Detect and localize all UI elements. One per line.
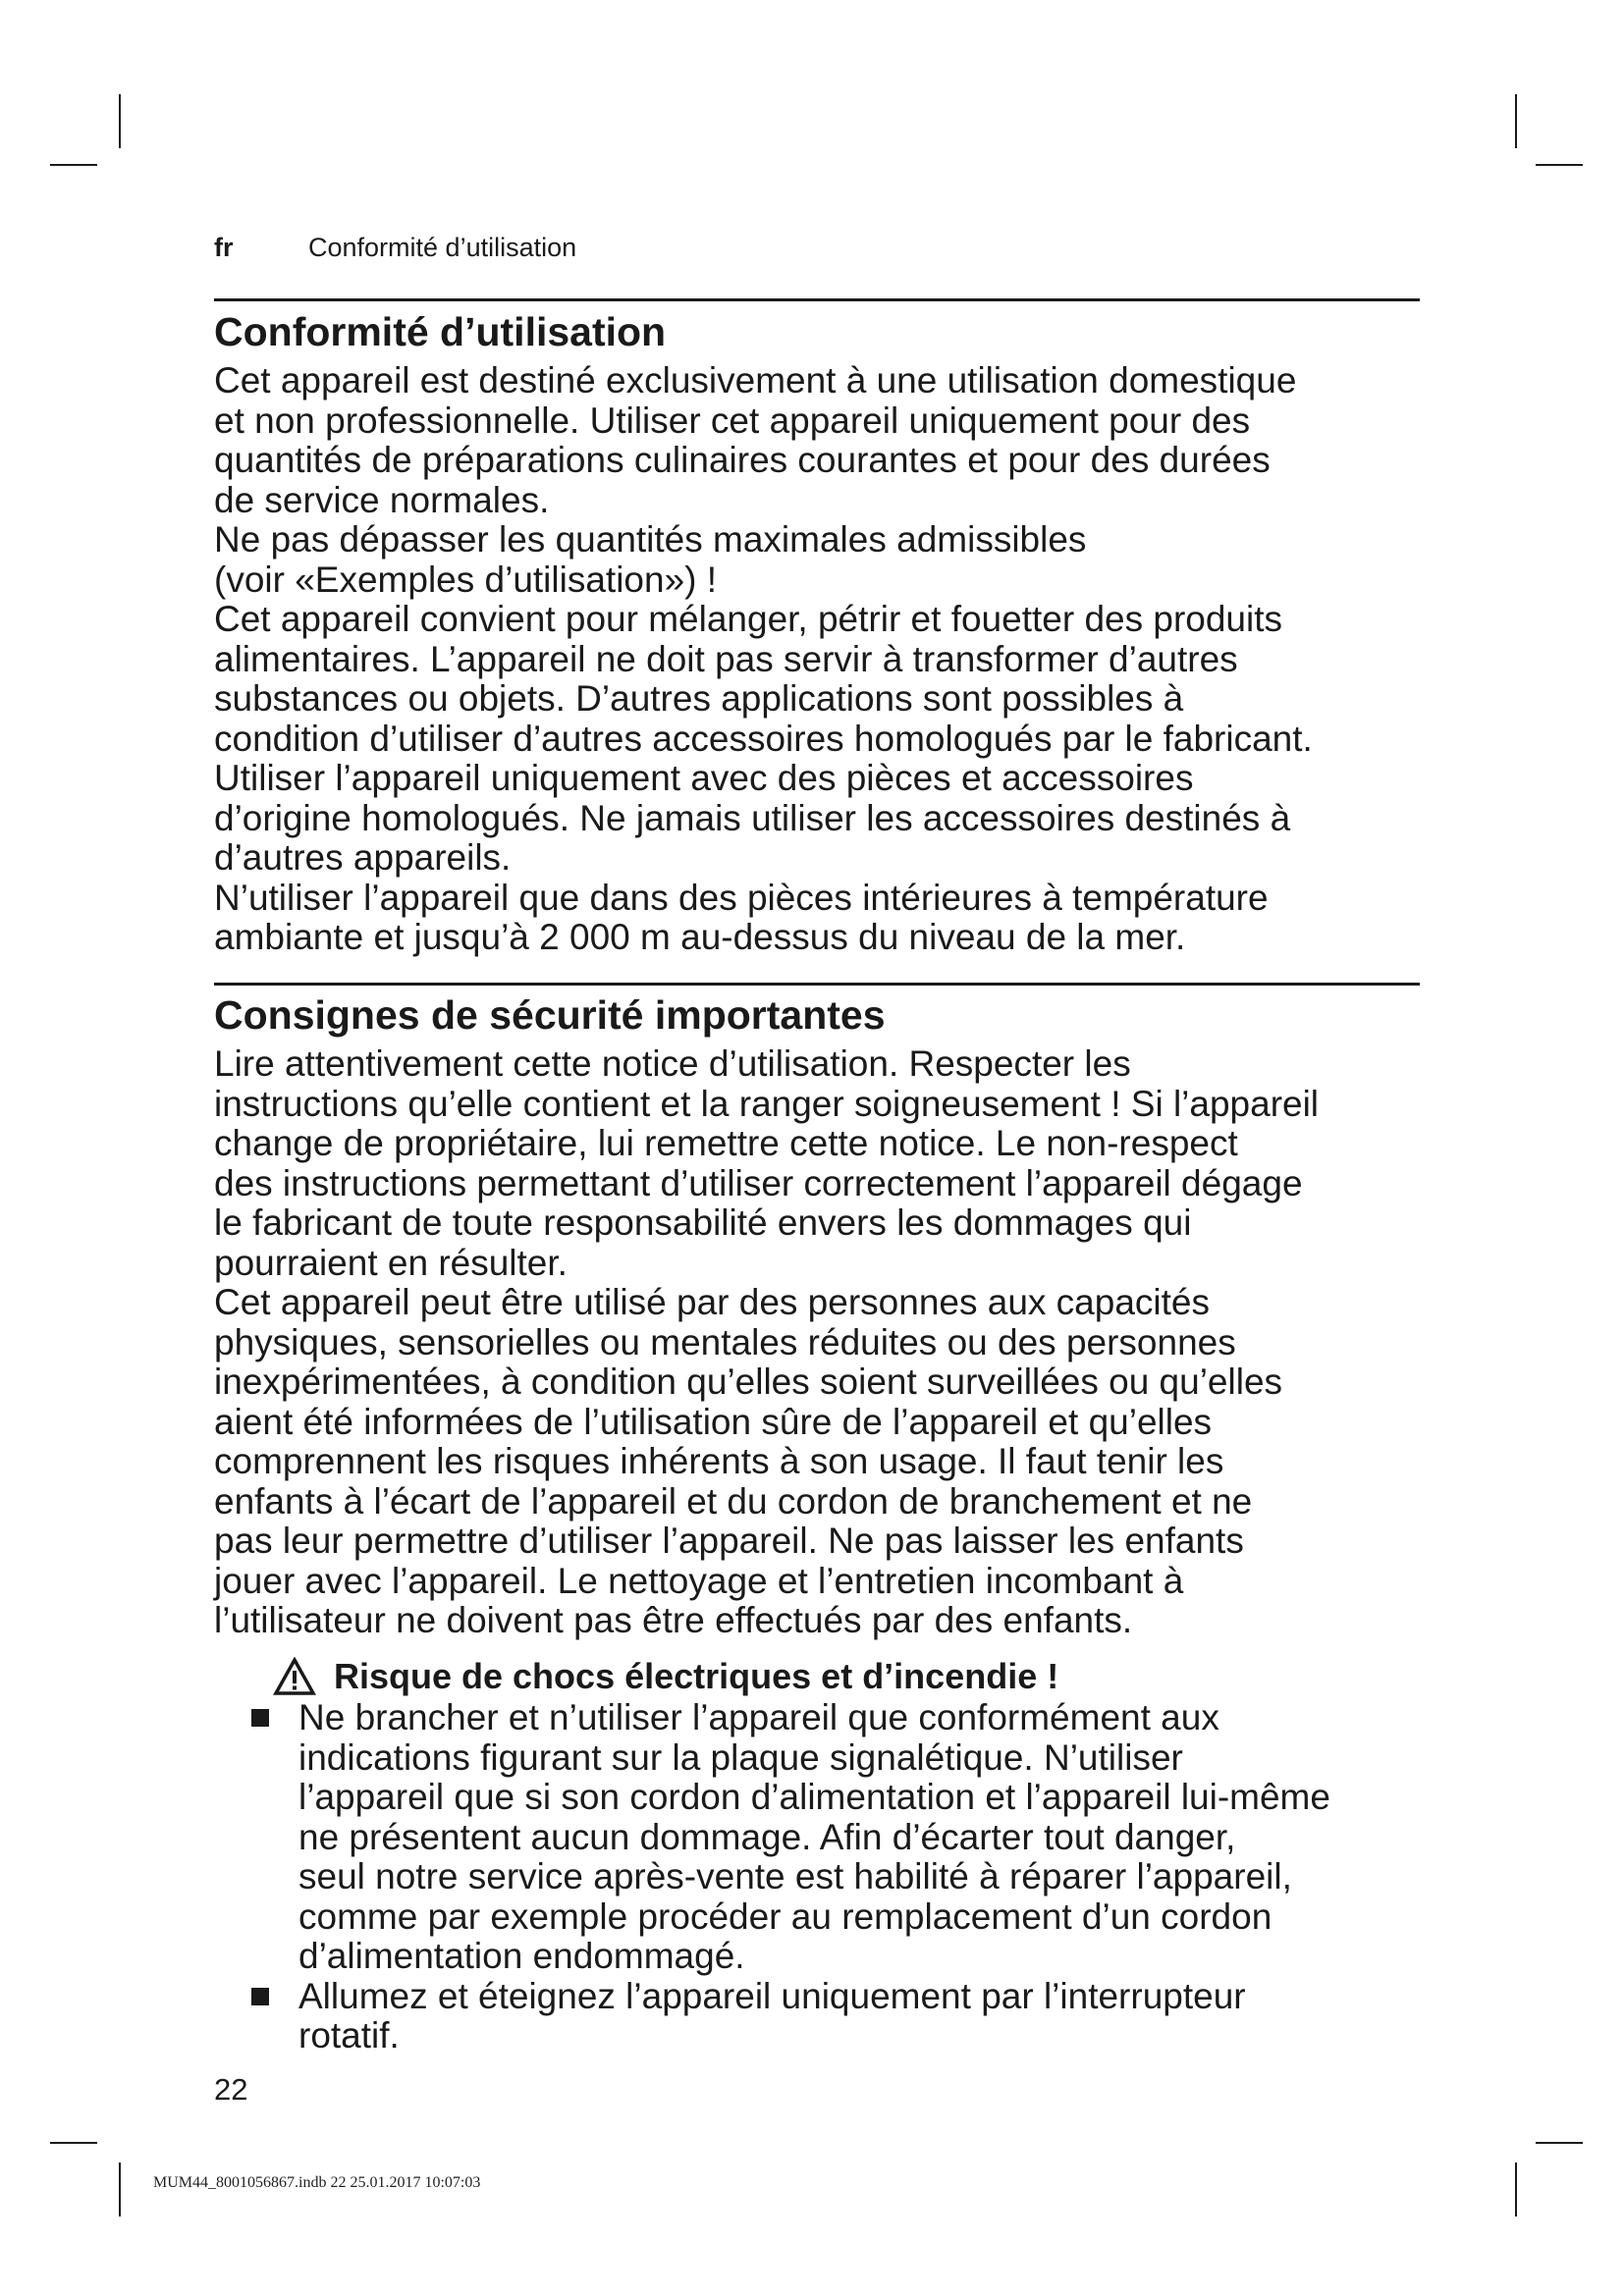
crop-mark: [1515, 2163, 1517, 2216]
section-rule: [214, 983, 1420, 986]
bullet-square-icon: [251, 1977, 298, 2056]
paragraph: Utiliser l’appareil uniquement avec des pièces et accessoires d’origine homologués. Ne jamais utiliser les accessoires destinés à d’autres appareils.: [214, 758, 1291, 878]
list-item-text: Ne brancher et n’utiliser l’appareil que conformément aux indications figurant sur la plaque signalétique. N’utiliser l’appareil que si son cordon d’alimentation et l’appareil lui-même ne présentent aucun dommage. Afin d’écarter tout danger, seul notre service après-vente est habilité à réparer l’appareil, comme par exemple procéder au remplacement d’un cordon d’alimentation endommagé.: [298, 1697, 1330, 1976]
paragraph: Ne pas dépasser les quantités maximales admissibles (voir «Exemples d’utilisation») !: [214, 519, 1087, 600]
page-number: 22: [214, 2072, 248, 2107]
paragraph: Cet appareil convient pour mélanger, pétrir et fouetter des produits alimentaires. L’appareil ne doit pas servir à transformer d’autres substances ou objets. D’autres applications sont possibles à condition d’utiliser d’autres accessoires homologués par le fabricant.: [214, 599, 1313, 759]
language-code: fr: [214, 233, 234, 262]
crop-mark: [1515, 94, 1517, 148]
crop-mark: [1536, 2142, 1583, 2144]
warning-title: [273, 1655, 1432, 1698]
warning-title-text: Risque de chocs électriques et d’incendie !: [334, 1656, 1059, 1696]
section-heading: Consignes de sécurité importantes: [214, 992, 886, 1038]
warning-block: [214, 1655, 1432, 2056]
list-item: [214, 1977, 1432, 2056]
paragraph: Cet appareil est destiné exclusivement à une utilisation domestique et non professionnelle. Utiliser cet appareil uniquement pour des quantités de préparations culinaires courantes et pour des durées de service normales.: [214, 360, 1297, 520]
section-consignes-securite: [214, 991, 1432, 1641]
list-item: [214, 1698, 1432, 1977]
section-heading: Conformité d’utilisation: [214, 309, 667, 354]
crop-mark: [1536, 164, 1583, 166]
crop-mark: [119, 94, 121, 148]
crop-mark: [119, 2163, 121, 2216]
list-item-text: Allumez et éteignez l’appareil uniquement par l’interrupteur rotatif.: [298, 1975, 1246, 2056]
crop-mark: [50, 2142, 97, 2144]
paragraph: N’utiliser l’appareil que dans des pièces intérieures à température ambiante et jusqu’à 2 000 m au-dessus du niveau de la mer.: [214, 877, 1269, 957]
running-header: [214, 232, 576, 263]
warning-triangle-icon: [273, 1657, 316, 1696]
header-title: Conformité d’utilisation: [308, 233, 577, 262]
crop-mark: [50, 164, 97, 166]
print-footer: MUM44_8001056867.indb 22 25.01.2017 10:07:03: [153, 2174, 481, 2191]
section-conformite: [214, 308, 1432, 958]
paragraph: Lire attentivement cette notice d’utilisation. Respecter les instructions qu’elle contient et la ranger soigneusement ! Si l’appareil change de propriétaire, lui remettre cette notice. Le non-respect des instructions permettant d’utiliser correctement l’appareil dégage le fabricant de toute responsabilité envers les dommages qui pourraient en résulter.: [214, 1043, 1320, 1283]
bullet-square-icon: [251, 1698, 298, 1977]
paragraph: Cet appareil peut être utilisé par des personnes aux capacités physiques, sensorielles ou mentales réduites ou des personnes inexpérimentées, à condition qu’elles soient surveillées ou qu’elles aient été informées de l’utilisation sûre de l’appareil et qu’elles comprennent les risques inhérents à son usage. Il faut tenir les enfants à l’écart de l’appareil et du cordon de branchement et ne pas leur permettre d’utiliser l’appareil. Ne pas laisser les enfants jouer avec l’appareil. Le nettoyage et l’entretien incombant à l’utilisateur ne doivent pas être effectués par des enfants.: [214, 1282, 1283, 1640]
section-rule: [214, 298, 1420, 301]
